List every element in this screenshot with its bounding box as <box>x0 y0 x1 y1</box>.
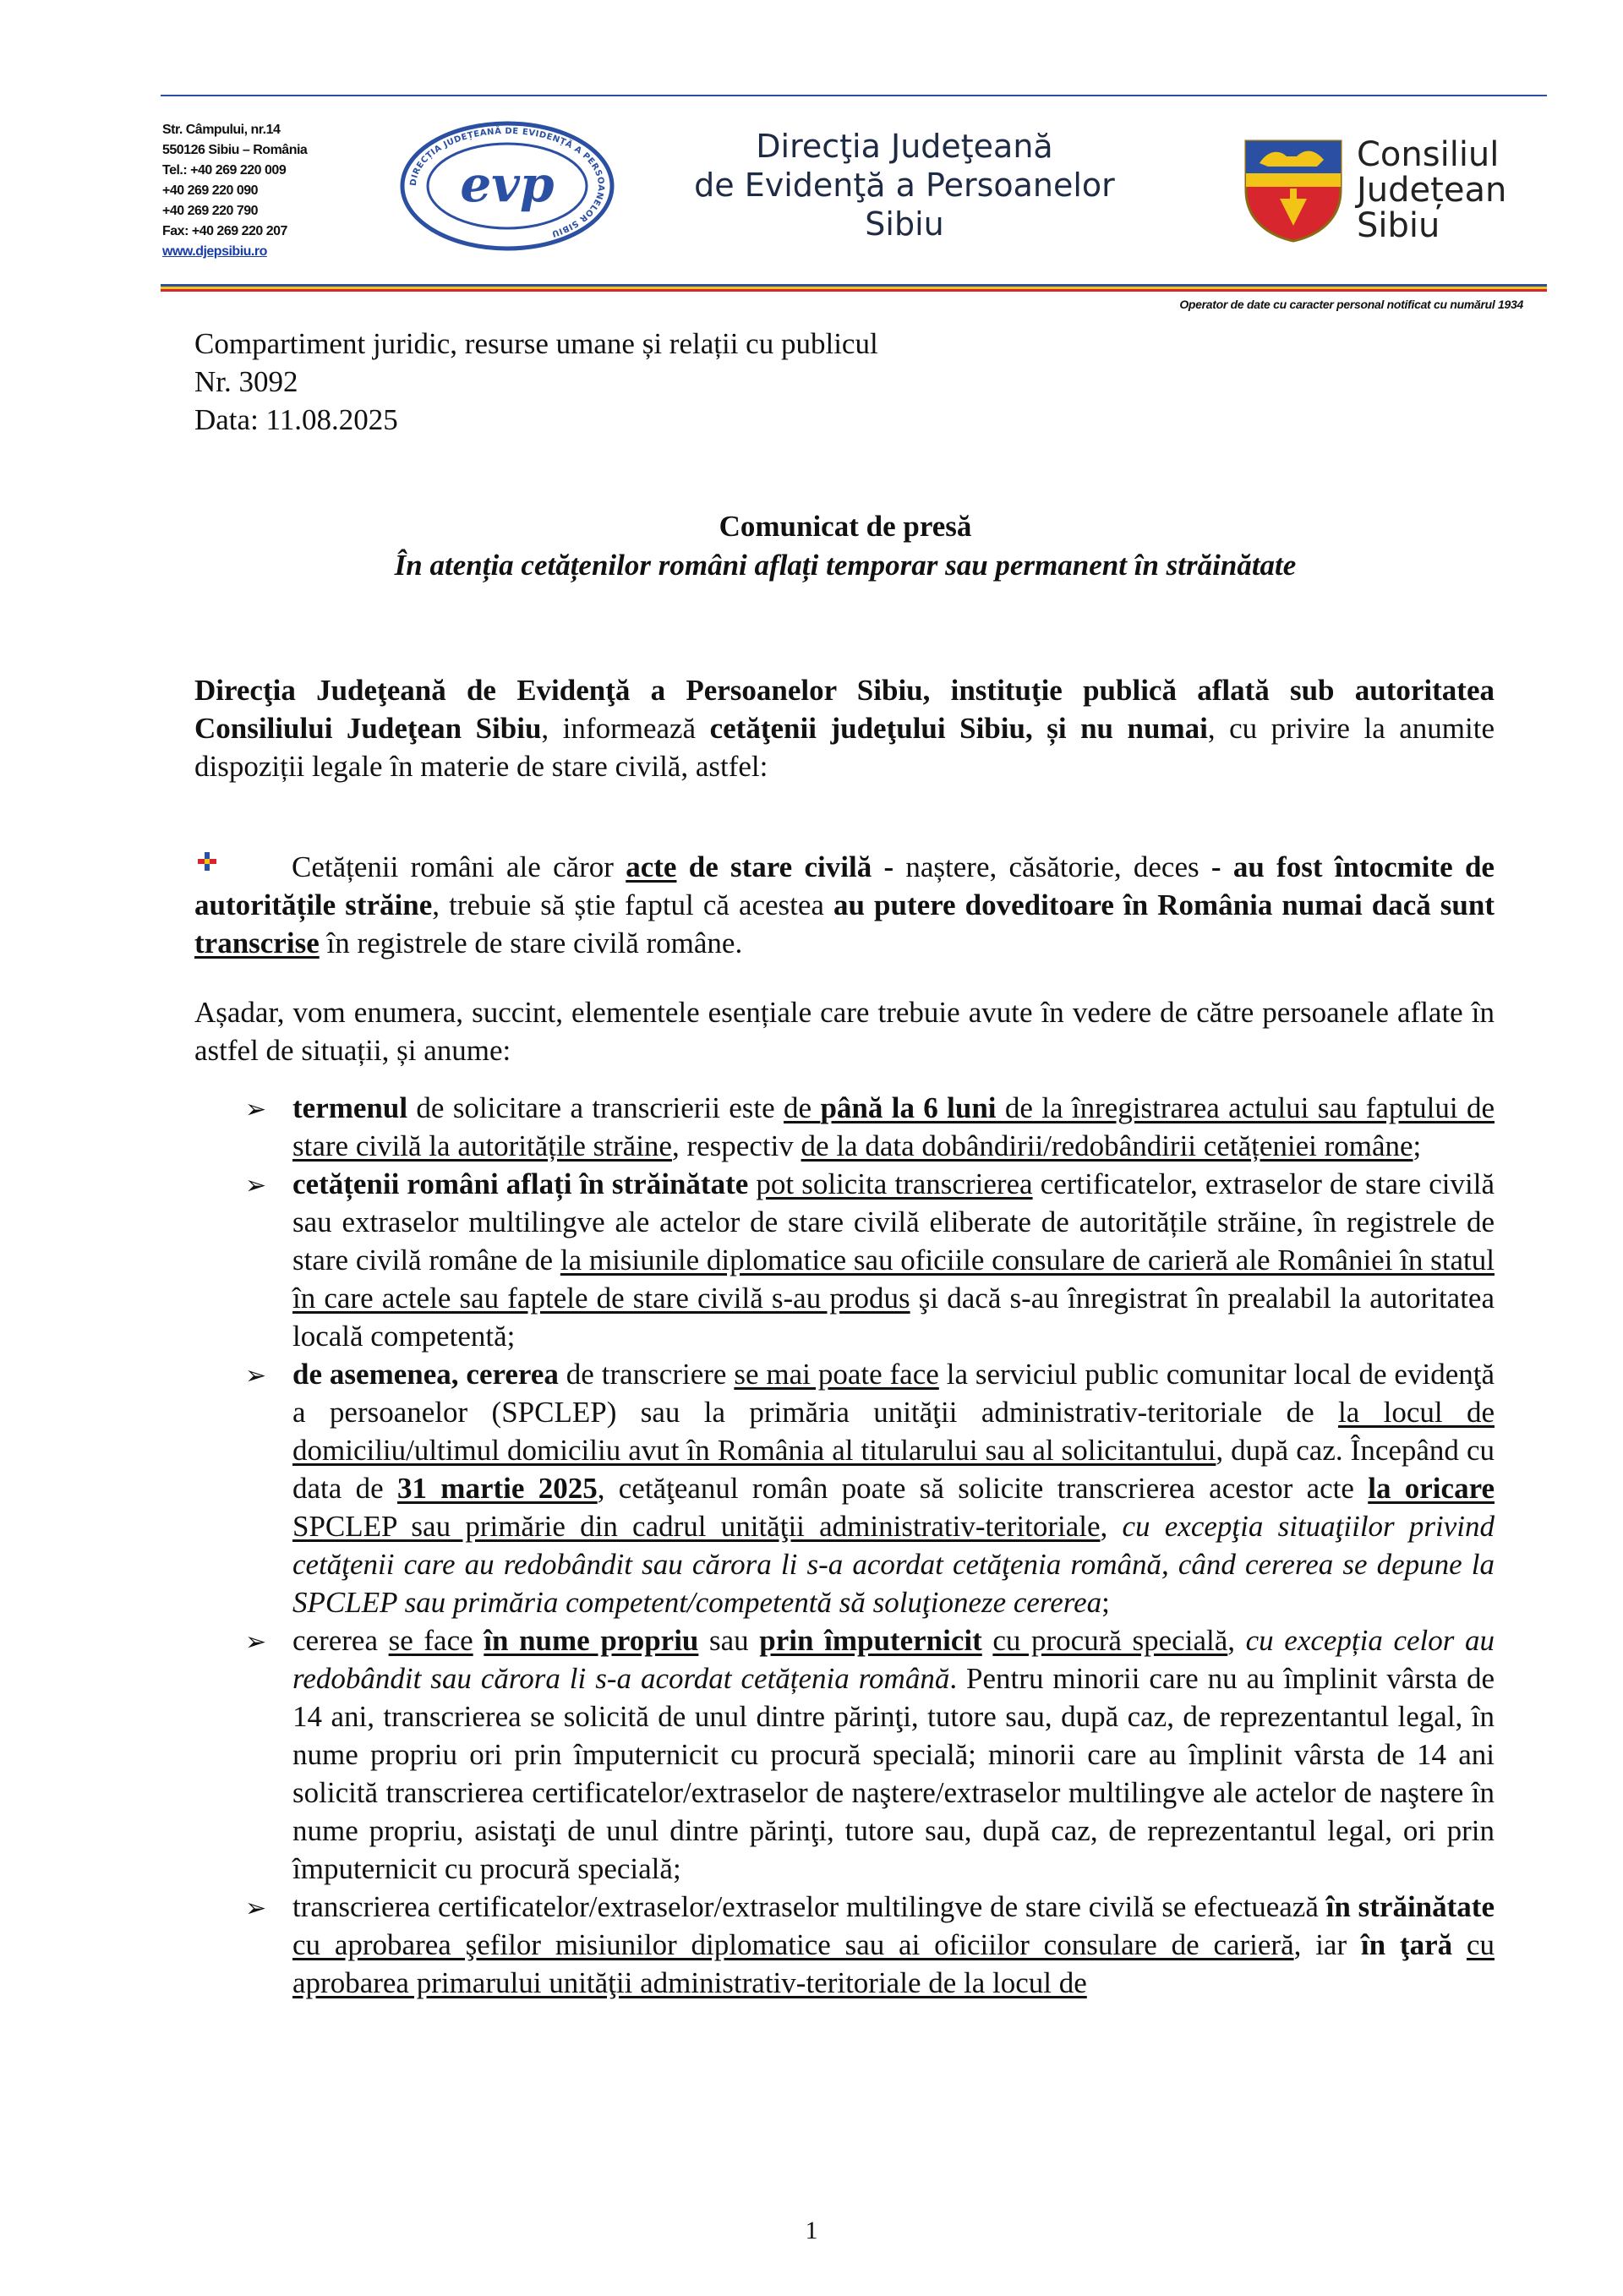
bullet-5-part-6: în ţară <box>1360 1928 1453 1961</box>
bullet-5-part-7 <box>1452 1928 1467 1961</box>
bullet-4-part-6: prin împuternicit <box>759 1624 982 1657</box>
press-release-subtitle: În atenția cetățenilor români aflați temporar sau permanent în străinătate <box>394 549 1297 582</box>
contact-fax: Fax: +40 269 220 207 <box>162 224 287 238</box>
institution-title-line-3: Sibiu <box>865 205 944 243</box>
intro-paragraph <box>194 671 1495 785</box>
registration-number: Nr. 3092 <box>194 365 298 398</box>
list-item <box>245 1165 1495 1355</box>
highlight-text-1: Cetățenii români ale căror <box>292 850 626 883</box>
bullet-3-part-14: ; <box>1101 1586 1110 1619</box>
contact-phone-3: +40 269 220 790 <box>162 204 259 218</box>
bullet-4-part-5: sau <box>698 1624 760 1657</box>
council-title-line-2: Județean <box>1357 171 1507 210</box>
bullet-3-part-1: de asemenea, cererea <box>292 1358 559 1391</box>
bullet-4-part-11: . Pentru minorii care nu au împlinit vârsta de 14 ani, transcrierea se solicită de unul dintre părinţi, tutore sau, după caz, de reprezentantul legal, în nume propriu ori prin împuternicit cu procură specială; minorii care au împlinit vârsta de 14 ani solicită transcrierea certificatelor/extraselor de naştere/extraselor multilingve ale actelor de naştere în nume propriu, asistaţi de unul dintre părinţi, tutore sau, după caz, de reprezentantul legal, ori prin împuternicit cu procură specială; <box>292 1662 1495 1885</box>
bullet-4-part-7 <box>982 1624 993 1657</box>
bullet-3-part-7: 31 martie 2025 <box>396 1472 598 1505</box>
bullet-3-part-4: la serviciul public comunitar local de evidenţă a persoanelor (SPCLEP) sau la primăria unităţii administrativ-teritoriale de <box>292 1358 1495 1429</box>
highlight-bold-2: - au fost întocmite de autoritățile străine <box>194 850 1495 921</box>
intro-text-2: , cu privire la anumite dispoziții legale în materie de stare civilă, astfel: <box>194 712 1495 783</box>
list-item <box>245 1089 1495 1165</box>
bullet-4-part-9: , <box>1227 1624 1246 1657</box>
bullet-1-part-2: de solicitare a transcrierii este <box>407 1091 784 1124</box>
council-title-line-1: Consiliul <box>1357 135 1500 174</box>
county-crest-icon <box>1243 138 1344 243</box>
bullet-1-part-1: termenul <box>292 1091 408 1124</box>
highlight-text-4: în registrele de stare civilă române. <box>319 927 743 959</box>
arrow-bullet-icon: ➢ <box>245 1361 267 1391</box>
bullet-3-part-11: SPCLEP sau primărie din cadrul unităţii administrativ-teritoriale <box>292 1510 1101 1543</box>
council-title-line-3: Sibiu <box>1357 206 1440 245</box>
bullet-1-part-7: de la data dobândirii/redobândirii cetățeniei române <box>801 1129 1413 1162</box>
arrow-bullet-icon: ➢ <box>245 1171 267 1200</box>
bullet-1-part-5: de la înregistrarea actului sau faptului de stare civilă la autoritățile străine <box>292 1091 1495 1162</box>
bullet-3-part-6: , după caz. Începând cu data de <box>292 1434 1495 1505</box>
bullet-4-part-1: cererea <box>292 1624 389 1657</box>
institution-title-line-1: Direcţia Judeţeană <box>756 128 1053 165</box>
bullet-3-part-9: la oricare <box>1368 1472 1495 1505</box>
press-release-title: Comunicat de presă <box>719 510 972 543</box>
intro-text-1: , informează <box>541 712 710 745</box>
bullet-3-part-3: se mai poate face <box>734 1358 939 1391</box>
highlight-text-3: , trebuie să știe faptul că acestea <box>432 888 834 921</box>
intro-bold-2: cetăţenii judeţului Sibiu, și nu numai <box>709 712 1208 745</box>
contact-tel: Tel.: +40 269 220 009 <box>162 163 287 178</box>
list-item <box>245 1621 1495 1888</box>
bullet-1-part-3: de <box>784 1091 821 1124</box>
highlight-acte: acte <box>626 850 677 883</box>
bullet-3-part-5: la locul de domiciliu/ultimul domiciliu avut în România al titularului sau al solicitantului <box>292 1396 1495 1467</box>
bullet-4-part-3 <box>473 1624 484 1657</box>
bullet-4-part-2: se face <box>388 1624 473 1657</box>
bullet-2-part-2 <box>748 1167 756 1200</box>
bullet-1-part-6: , respectiv <box>671 1129 801 1162</box>
bullet-5-part-1: transcrierea certificatelor/extraselor/extraselor multilingve de stare civilă se efectuează <box>292 1890 1326 1923</box>
document-meta <box>194 325 878 439</box>
bullet-5-part-2: în străinătate <box>1325 1890 1495 1923</box>
intro-bold-1: Direcţia Judeţeană de Evidenţă a Persoanelor Sibiu, instituţie publică aflată sub autoritatea Consiliului Judeţean Sibiu <box>194 674 1495 745</box>
bullet-2-part-1: cetățenii români aflați în străinătate <box>292 1167 749 1200</box>
bullet-4-part-8: cu procură specială <box>992 1624 1228 1657</box>
contact-phone-2: +40 269 220 090 <box>162 183 259 198</box>
logo-ring-text: DIRECȚIA JUDEȚEANĂ DE EVIDENȚĂ A PERSOANELOR SIBIU <box>408 126 606 239</box>
highlight-bold-3: au putere doveditoare în România numai dacă sunt <box>833 888 1495 921</box>
bullet-3-part-13: cu excepţia situaţiilor privind cetăţenii care au redobândit sau cărora li s-a acordat cetăţenia română, când cererea se depune la SPCLEP sau primăria competent/competentă să soluţioneze cererea <box>292 1510 1495 1619</box>
evp-logo <box>397 118 617 254</box>
header-top-rule <box>161 95 1547 98</box>
bullet-2-part-4: certificatelor, extraselor de stare civilă sau extraselor multilingve ale actelor de stare civilă eliberate de autoritățile străine, în registrele de stare civilă române de <box>292 1167 1495 1276</box>
bullet-5-part-8: cu aprobarea primarului unităţii administrativ-teritoriale de la locul de <box>292 1928 1495 1999</box>
document-date: Data: 11.08.2025 <box>194 403 398 436</box>
bullet-5-part-5: , iar <box>1293 1928 1361 1961</box>
institution-title <box>676 127 1133 243</box>
bullet-1-part-4: până la 6 luni <box>820 1091 997 1124</box>
page-number: 1 <box>805 2217 818 2244</box>
contact-city: 550126 Sibiu – România <box>162 143 308 157</box>
arrow-bullet-icon: ➢ <box>245 1095 267 1124</box>
contact-street: Str. Câmpului, nr.14 <box>162 123 281 137</box>
requirements-list <box>245 1089 1495 2002</box>
website-link[interactable]: www.djepsibiu.ro <box>162 244 267 259</box>
bullet-3-part-2: de transcriere <box>558 1358 735 1391</box>
summary-paragraph: Așadar, vom enumera, succint, elementele esențiale care trebuie avute în vedere de către persoanele aflate în astfel de situații, și anume: <box>194 996 1495 1067</box>
department-label: Compartiment juridic, resurse umane și relații cu publicul <box>194 327 878 360</box>
bullet-2-part-5: la misiunile diplomatice sau oficiile consulare de carieră ale României în statul în care actele sau faptele de stare civilă s-au produs <box>292 1244 1495 1315</box>
arrow-bullet-icon: ➢ <box>245 1627 267 1657</box>
list-item <box>245 1888 1495 2002</box>
bullet-3-part-12: , <box>1100 1510 1123 1543</box>
contact-block <box>162 120 307 262</box>
bullet-5-part-4: cu aprobarea şefilor misiunilor diplomatice sau ai oficiilor consulare de carieră <box>292 1928 1294 1961</box>
logo-mark: evp <box>460 156 555 213</box>
bullet-4-part-4: în nume propriu <box>484 1624 699 1657</box>
bullet-2-part-3: pot solicita transcrierea <box>756 1167 1033 1200</box>
arrow-bullet-icon: ➢ <box>245 1894 267 1923</box>
highlight-paragraph <box>194 848 1495 962</box>
bullet-3-part-8: , cetăţeanul român poate să solicite transcrierea acestor acte <box>597 1472 1369 1505</box>
bullet-4-part-10: cu excepția celor au redobândit sau cărora li s-a acordat cetățenia română <box>292 1624 1495 1695</box>
highlight-text-2: naștere, căsătorie, deces <box>893 850 1211 883</box>
highlight-bold-1: de stare civilă - <box>676 850 894 883</box>
institution-title-line-2: de Evidenţă a Persoanelor <box>694 167 1115 204</box>
bullet-2-part-6: şi dacă s-au înregistrat în prealabil la autoritatea locală competentă; <box>292 1282 1495 1353</box>
operator-note: Operator de date cu caracter personal notificat cu numărul 1934 <box>1179 298 1523 311</box>
tricolor-rule <box>161 284 1547 292</box>
bullet-1-part-8: ; <box>1413 1129 1422 1162</box>
highlight-transcrise: transcrise <box>194 927 320 959</box>
council-title <box>1357 137 1506 243</box>
list-item <box>245 1355 1495 1621</box>
